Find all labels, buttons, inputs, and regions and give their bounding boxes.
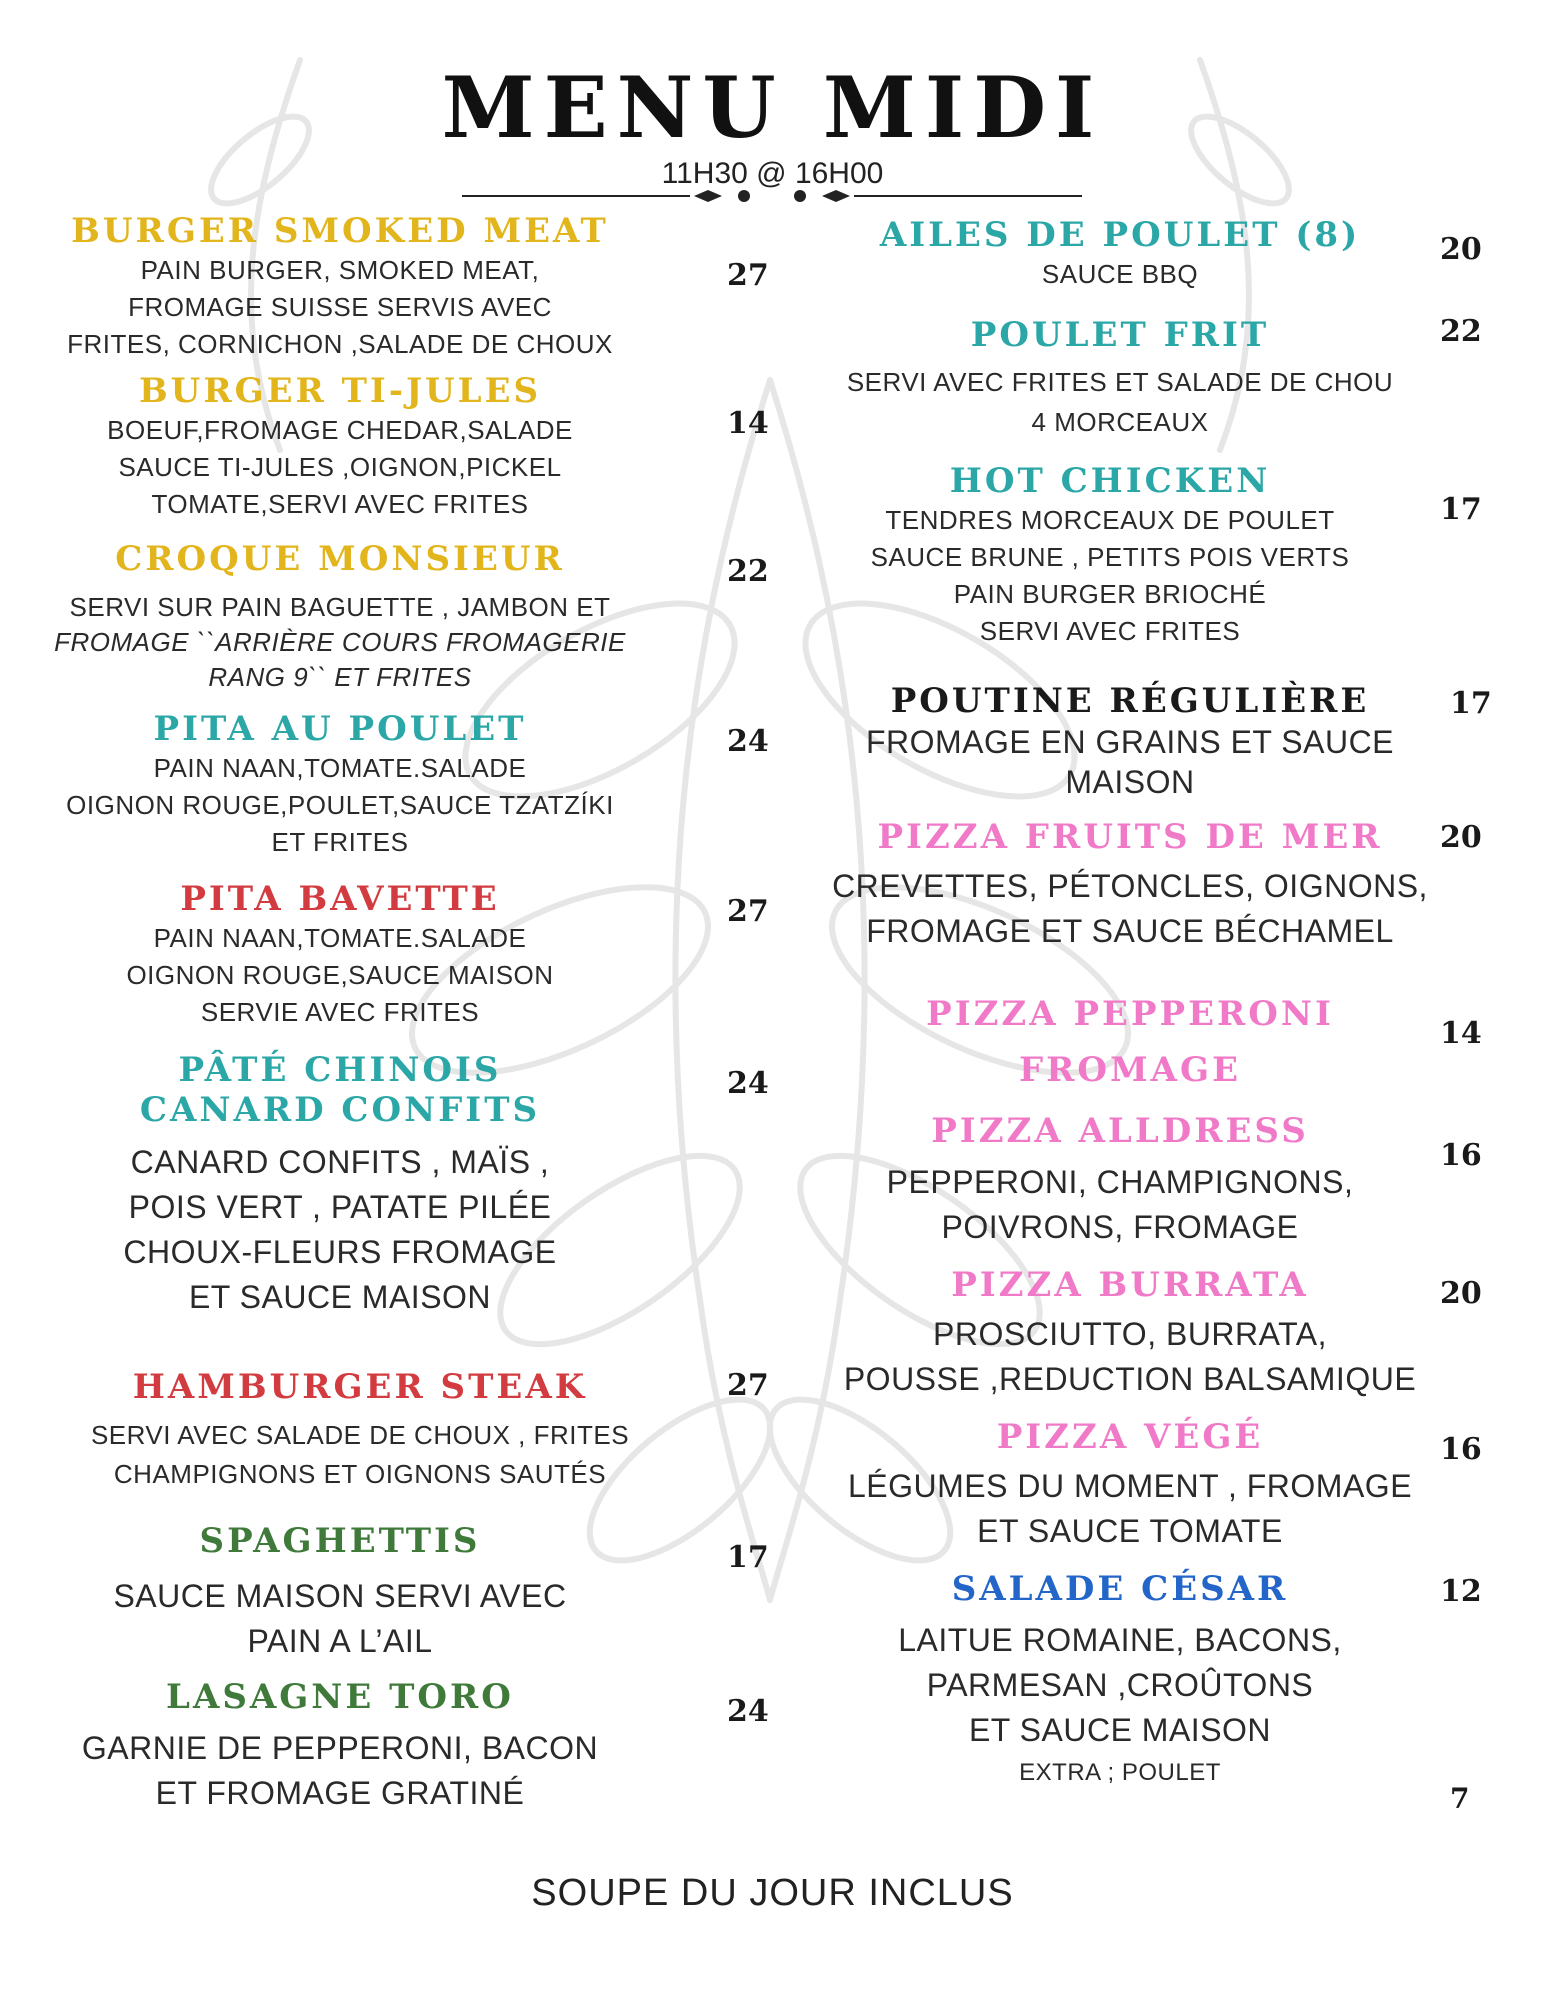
item-description: ET FROMAGE GRATINÉ — [155, 1775, 525, 1811]
item-price: 17 — [727, 1540, 769, 1575]
item-description: FRITES, CORNICHON ,SALADE DE CHOUX — [67, 329, 613, 359]
item-description: ET SAUCE MAISON — [968, 1712, 1272, 1748]
item-name: PIZZA VÉGÉ — [996, 1417, 1264, 1457]
menu-item — [820, 680, 1520, 802]
item-price: 16 — [1440, 1432, 1482, 1467]
item-name: PIZZA PEPPERONI — [926, 994, 1334, 1034]
item-price: 24 — [727, 1066, 769, 1101]
item-description: POIS VERT , PATATE PILÉE — [128, 1189, 552, 1225]
item-price: 16 — [1440, 1138, 1482, 1173]
item-price: 17 — [1440, 492, 1482, 527]
footer-note: SOUPE DU JOUR INCLUS — [531, 1872, 1014, 1914]
ornament-divider — [462, 186, 1082, 206]
item-description: SERVI AVEC FRITES — [979, 616, 1241, 646]
item-price: 22 — [727, 554, 769, 589]
item-description: CHAMPIGNONS ET OIGNONS SAUTÉS — [113, 1459, 607, 1489]
item-description: SAUCE BRUNE , PETITS POIS VERTS — [870, 542, 1350, 572]
item-description: SERVI SUR PAIN BAGUETTE , JAMBON ET — [69, 592, 611, 622]
extra-price: 7 — [1450, 1782, 1470, 1815]
item-description: LAITUE ROMAINE, BACONS, — [898, 1622, 1342, 1658]
menu-item — [820, 1110, 1520, 1250]
item-description: SAUCE MAISON SERVI AVEC — [113, 1578, 567, 1614]
item-description: FROMAGE ET SAUCE BÉCHAMEL — [866, 913, 1394, 949]
menu-item — [820, 1416, 1520, 1554]
item-description: 4 MORCEAUX — [1031, 407, 1209, 437]
item-name: LASAGNE TORO — [166, 1677, 514, 1717]
menu-item — [820, 214, 1520, 293]
menu-item — [30, 370, 790, 523]
menu-item — [820, 460, 1520, 650]
item-price: 24 — [727, 724, 769, 759]
item-description: FROMAGE EN GRAINS ET SAUCE — [865, 724, 1395, 760]
item-price: 22 — [1440, 314, 1482, 349]
item-description: SERVIE AVEC FRITES — [200, 997, 480, 1027]
item-description: PAIN NAAN,TOMATE.SALADE — [153, 923, 527, 953]
item-price: 27 — [727, 258, 769, 293]
item-description: SAUCE BBQ — [1041, 259, 1199, 289]
item-description: PEPPERONI, CHAMPIGNONS, — [886, 1164, 1354, 1200]
item-description — [30, 625, 650, 660]
item-description: SERVI AVEC SALADE DE CHOUX , FRITES — [90, 1420, 630, 1450]
item-name: CROQUE MONSIEUR — [115, 539, 565, 579]
menu-item — [820, 314, 1520, 442]
item-price: 20 — [1440, 232, 1482, 267]
item-name: PIZZA ALLDRESS — [931, 1111, 1309, 1151]
item-description-part: FROMAGE ``ARRIÈRE COURS FROMAGERIE — [54, 627, 626, 657]
item-description: TENDRES MORCEAUX DE POULET — [885, 505, 1335, 535]
item-name: PITA AU POULET — [153, 709, 527, 749]
item-description: PAIN NAAN,TOMATE.SALADE — [153, 753, 527, 783]
item-price: 27 — [727, 894, 769, 929]
item-name: POULET FRIT — [970, 315, 1270, 355]
menu-item — [820, 1568, 1520, 1815]
item-name: BURGER TI-JULES — [138, 371, 542, 411]
menu-item — [30, 210, 790, 363]
item-price: 12 — [1440, 1574, 1482, 1609]
item-description: CANARD CONFITS , MAÏS , — [130, 1144, 550, 1180]
menu-item — [30, 1366, 790, 1494]
item-description: OIGNON ROUGE,POULET,SAUCE TZATZÍKI — [66, 790, 614, 820]
menu-item — [30, 538, 790, 695]
menu-item — [30, 708, 790, 861]
item-description: SAUCE TI-JULES ,OIGNON,PICKEL — [118, 452, 562, 482]
extra-option: EXTRA ; POULET — [1019, 1759, 1221, 1786]
menu-item — [30, 1520, 790, 1664]
item-description: PAIN BURGER, SMOKED MEAT, — [140, 255, 540, 285]
item-description: PROSCIUTTO, BURRATA, — [932, 1316, 1328, 1352]
item-name: PÂTÉ CHINOIS — [178, 1050, 502, 1090]
item-description: SERVI AVEC FRITES ET SALADE DE CHOU — [846, 367, 1394, 397]
item-price: 20 — [1440, 1276, 1482, 1311]
item-description: GARNIE DE PEPPERONI, BACON — [81, 1730, 599, 1766]
page-title: MENU MIDI — [441, 58, 1104, 157]
item-description: PAIN A L’AIL — [247, 1623, 433, 1659]
menu-header — [0, 60, 1545, 190]
item-description: POIVRONS, FROMAGE — [941, 1209, 1299, 1245]
item-description: BOEUF,FROMAGE CHEDAR,SALADE — [107, 415, 573, 445]
item-description: RANG 9`` ET FRITES — [208, 662, 472, 692]
item-description: MAISON — [1065, 764, 1195, 800]
menu-item — [820, 816, 1520, 954]
item-description: LÉGUMES DU MOMENT , FROMAGE — [847, 1468, 1413, 1504]
item-name: AILES DE POULET (8) — [879, 215, 1361, 255]
item-description: ET SAUCE TOMATE — [977, 1513, 1283, 1549]
item-price: 20 — [1440, 820, 1482, 855]
item-description: TOMATE,SERVI AVEC FRITES — [151, 489, 529, 519]
item-price: 14 — [727, 406, 769, 441]
menu-item — [820, 986, 1520, 1098]
item-description: PAIN BURGER BRIOCHÉ — [953, 579, 1267, 609]
menu-item — [820, 1264, 1520, 1402]
item-price: 27 — [727, 1368, 769, 1403]
item-name-line-2: FROMAGE — [1019, 1050, 1241, 1090]
opening-hours: 11H30 @ 16H00 — [661, 157, 884, 190]
item-name: BURGER SMOKED MEAT — [71, 211, 609, 251]
item-description: ET SAUCE MAISON — [188, 1279, 492, 1315]
item-name-line-2: CANARD CONFITS — [139, 1090, 541, 1130]
item-description: CHOUX-FLEURS FROMAGE — [123, 1234, 557, 1270]
menu-item — [30, 1676, 790, 1816]
item-price: 17 — [1450, 686, 1492, 721]
item-name: PIZZA FRUITS DE MER — [877, 817, 1383, 857]
item-description: FROMAGE SUISSE SERVIS AVEC — [128, 292, 552, 322]
item-price: 14 — [1440, 1016, 1482, 1051]
menu-item — [30, 1050, 790, 1320]
item-name: SPAGHETTIS — [199, 1521, 481, 1561]
item-name: HAMBURGER STEAK — [132, 1367, 588, 1407]
item-description: PARMESAN ,CROÛTONS — [926, 1667, 1314, 1703]
item-name: POUTINE RÉGULIÈRE — [890, 681, 1370, 721]
item-description: POUSSE ,REDUCTION BALSAMIQUE — [843, 1361, 1417, 1397]
item-description: CREVETTES, PÉTONCLES, OIGNONS, — [832, 868, 1428, 904]
item-name: SALADE CÉSAR — [951, 1569, 1289, 1609]
item-description: ET FRITES — [271, 827, 409, 857]
item-description: OIGNON ROUGE,SAUCE MAISON — [126, 960, 554, 990]
item-name: PIZZA BURRATA — [951, 1265, 1309, 1305]
item-name: PITA BAVETTE — [180, 879, 500, 919]
menu-item — [30, 878, 790, 1031]
item-price: 24 — [727, 1694, 769, 1729]
item-name: HOT CHICKEN — [949, 461, 1271, 501]
